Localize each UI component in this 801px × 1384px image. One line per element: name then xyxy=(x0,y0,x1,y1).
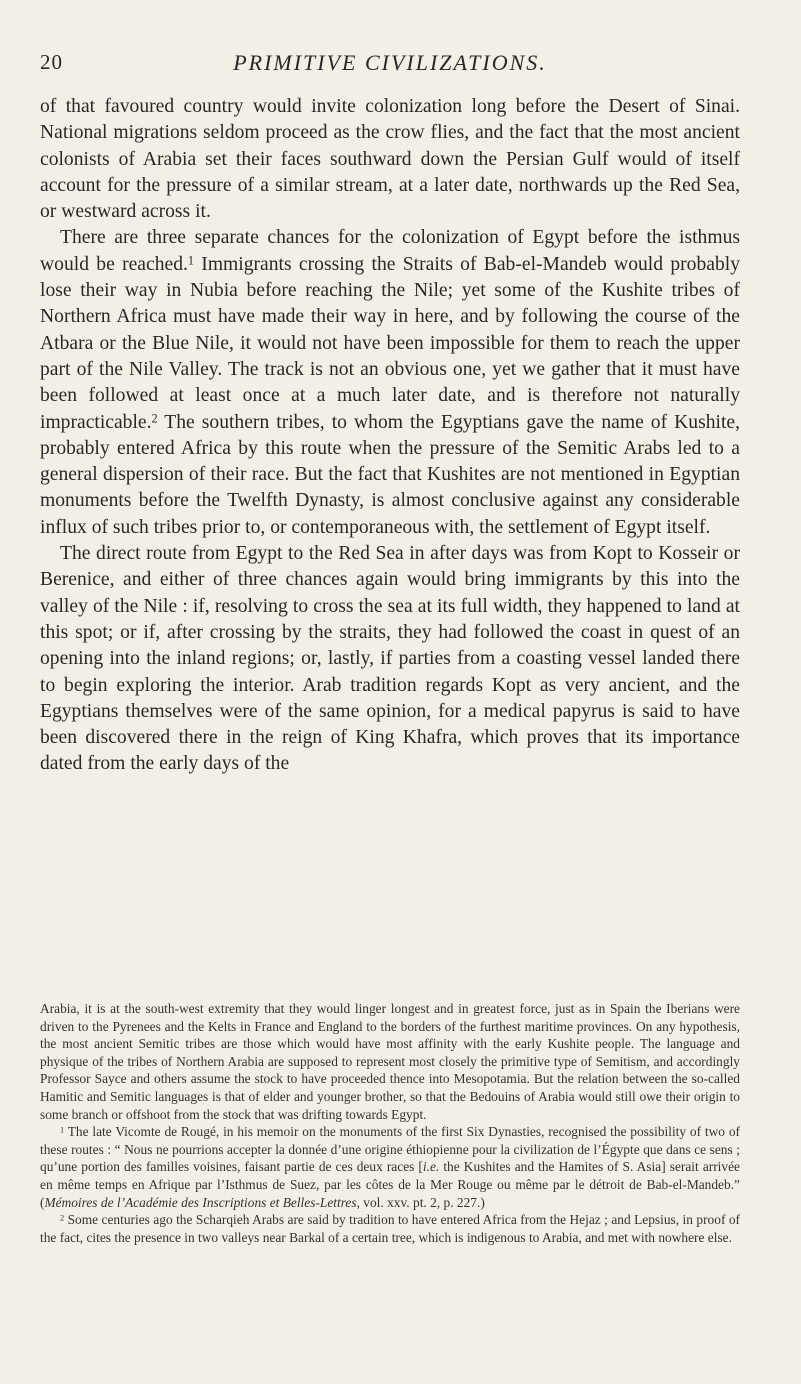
running-head: PRIMITIVE CIVILIZATIONS. xyxy=(233,50,547,75)
footnote-mark-1: 1 xyxy=(60,1125,65,1135)
footnote-ref-2: 2 xyxy=(151,411,158,426)
footnote-2: $^2$ Some centuries ago the Scharqieh Arabs are said by tradition to have entered Africa from the Hejaz ; and Lepsius, in proof of the fact, cites the presence in two valleys near Barkal of a certain tree, which is indigenous to Arabia, and met with nowhere else. xyxy=(40,1212,740,1245)
footnote-1: $^1$ The late Vicomte de Rougé, in his memoir on the monuments of the first Six Dynasties, recognised the possibility of two of these routes : “ Nous ne pourrions accepter la donnée d’une origine éthiopienne pour la civilization de l’Égypte que dans ce sens ; qu’une portion des familles voisines, faisant partie de ces deux races [i.e. the Kushites and the Hamites of S. Asia] serait arrivée en même temps en Afrique par l’Isthmus de Suez, par les côtes de la Mer Rouge ou même par le détroit de Bab-el-Mandeb.” (Mémoires de l’Académie des Inscriptions et Belles-Lettres, vol. xxv. pt. 2, p. 227.) xyxy=(40,1124,740,1210)
page-header xyxy=(40,50,740,80)
page-number: 20 xyxy=(40,50,63,74)
footnote-ref-1: 1 xyxy=(187,253,194,268)
footnotes xyxy=(40,1000,740,1246)
footnote-mark-2: 2 xyxy=(60,1213,65,1223)
footnote-continued: Arabia, it is at the south-west extremity that they would linger longest and in greatest force, just as in Spain the Iberians were driven to the Pyrenees and the Kelts in France and England to the borders of the furthest maritime provinces. On any hypothesis, the most ancient Semitic tribes are those which would have most affinity with the early Kushite people. The language and physique of the tribes of Northern Arabia are supposed to represent most closely the primitive type of Semitism, and accordingly Professor Sayce and others assume the stock to have proceeded thence into Mesopotamia. But the relation between the so-called Hamitic and Semitic languages is that of elder and younger brother, so that the Bedouins of Arabia would still owe their origin to some branch or offshoot from the stock that was drifting towards Egypt. xyxy=(40,1001,740,1122)
body-paragraph: There are three separate chances for the colonization of Egypt before the isthmus would be reached.$^1$ Immigrants crossing the Straits of Bab-el-Mandeb would probably lose their way in Nubia before reaching the Nile; yet some of the Kushite tribes of Northern Africa must have made their way in here, and by following the course of the Atbara or the Blue Nile, it would not have been impossible for them to reach the upper part of the Nile Valley. The track is not an obvious one, yet we gather that it must have been followed at least once at a much later date, and is therefore not naturally impracticable.$^2$ The southern tribes, to whom the Egyptians gave the name of Kushite, probably entered Africa by this route when the pressure of the Semitic Arabs led to a general dispersion of their race. But the fact that Kushites are not mentioned in Egyptian monuments before the Twelfth Dynasty, is almost conclusive against any considerable influx of such tribes prior to, or contemporaneous with, the settlement of Egypt itself. xyxy=(40,227,740,538)
body-paragraph: of that favoured country would invite colonization long before the Desert of Sinai. National migrations seldom proceed as the crow flies, and the fact that the most ancient colonists of Arabia set their faces southward down the Persian Gulf would of itself account for the pressure of a similar stream, at a later date, northwards up the Red Sea, or westward across it. xyxy=(40,96,740,223)
body-text xyxy=(40,94,740,778)
citation-title: Mémoires de l’Académie des Inscriptions et Belles-Lettres xyxy=(44,1194,357,1210)
body-paragraph: The direct route from Egypt to the Red Sea in after days was from Kopt to Kosseir or Berenice, and either of three chances again would bring immigrants by this into the valley of the Nile : if, resolving to cross the sea at its full width, they happened to land at this spot; or if, after crossing by the straits, they had followed the coast in quest of an opening into the inland regions; or, lastly, if parties from a coasting vessel landed there to begin exploring the interior. Arab tradition regards Kopt as very ancient, and the Egyptians themselves were of the same opinion, for a medical papyrus is said to have been discovered there in the reign of King Khafra, which proves that its importance dated from the early days of the xyxy=(40,543,740,775)
